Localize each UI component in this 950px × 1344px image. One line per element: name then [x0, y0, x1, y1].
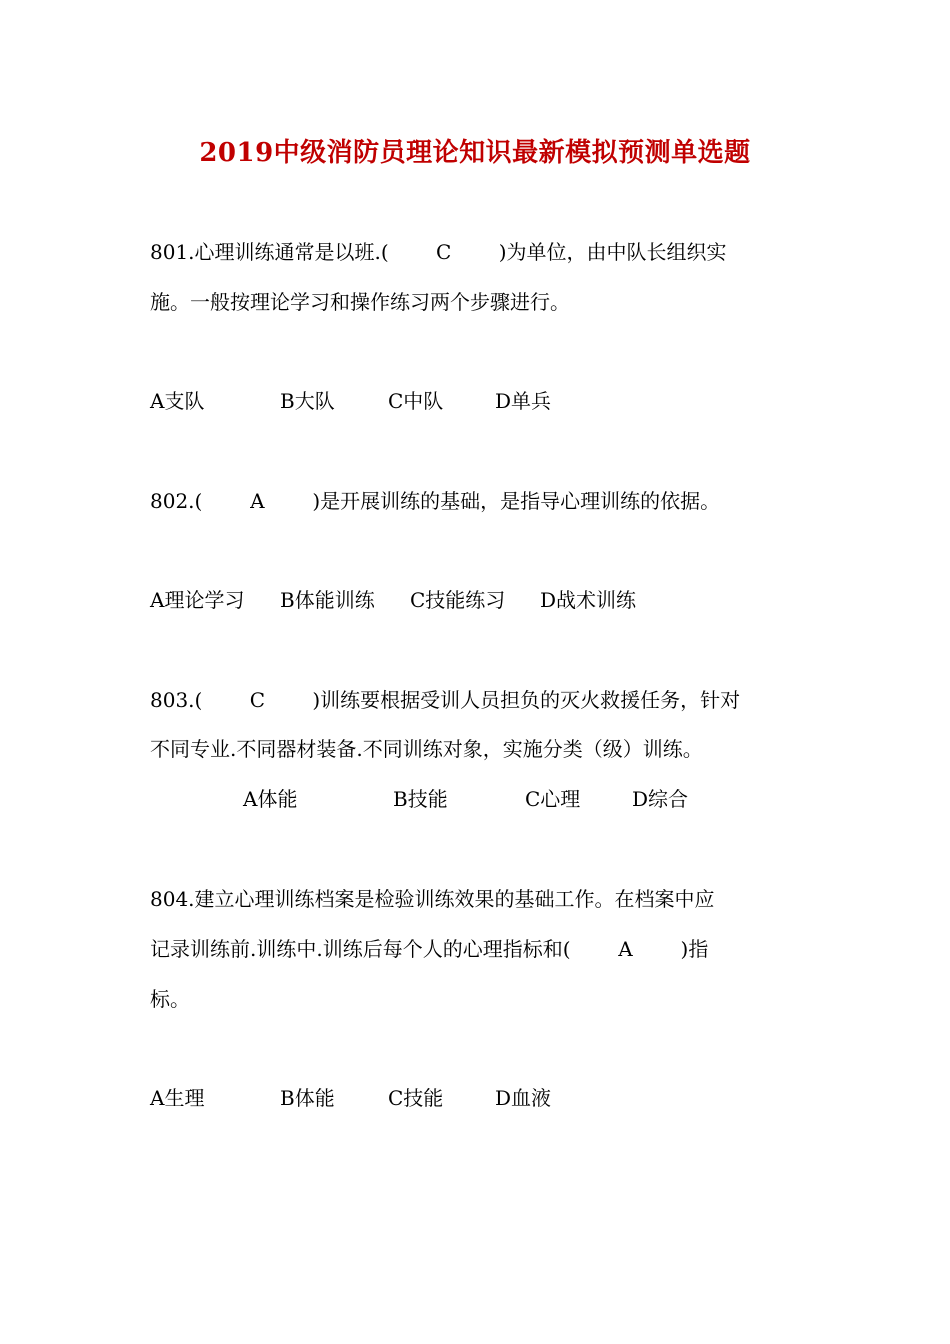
question-803-line-1: 803.( C )训练要根据受训人员担负的灭火救援任务，针对	[150, 688, 741, 712]
question-804-line-2: 记录训练前.训练中.训练后每个人的心理指标和( A )指	[150, 937, 709, 961]
option-803-a: A体能	[243, 787, 298, 811]
option-802-c: C技能练习	[410, 588, 506, 612]
answer-803: C	[249, 688, 265, 712]
option-802-d: D战术训练	[540, 588, 637, 612]
option-802-a: A理论学习	[150, 588, 245, 612]
option-804-b: B体能	[280, 1086, 335, 1110]
question-803-line-2: 不同专业.不同器材装备.不同训练对象，实施分类（级）训练。	[150, 737, 703, 761]
option-801-d: D单兵	[495, 389, 552, 413]
question-802-line-1: 802.( A )是开展训练的基础，是指导心理训练的依据。	[150, 489, 721, 513]
answer-801: C	[436, 240, 452, 264]
question-804-line-3: 标。	[150, 987, 190, 1011]
question-801-line-1: 801.心理训练通常是以班.( C )为单位，由中队长组织实	[150, 240, 727, 264]
answer-804: A	[618, 937, 633, 961]
option-804-d: D血液	[495, 1086, 552, 1110]
question-804-line-1: 804.建立心理训练档案是检验训练效果的基础工作。在档案中应	[150, 887, 715, 911]
option-801-b: B大队	[280, 389, 335, 413]
answer-802: A	[250, 489, 265, 513]
option-801-a: A支队	[150, 389, 205, 413]
question-801-line-2: 施。一般按理论学习和操作练习两个步骤进行。	[150, 290, 570, 314]
option-803-d: D综合	[632, 787, 689, 811]
option-804-a: A生理	[150, 1086, 205, 1110]
option-804-c: C技能	[388, 1086, 444, 1110]
option-801-c: C中队	[388, 389, 444, 413]
document-title: 2019中级消防员理论知识最新模拟预测单选题	[199, 138, 751, 168]
option-803-c: C心理	[525, 787, 581, 811]
option-803-b: B技能	[393, 787, 448, 811]
option-802-b: B体能训练	[280, 588, 375, 612]
